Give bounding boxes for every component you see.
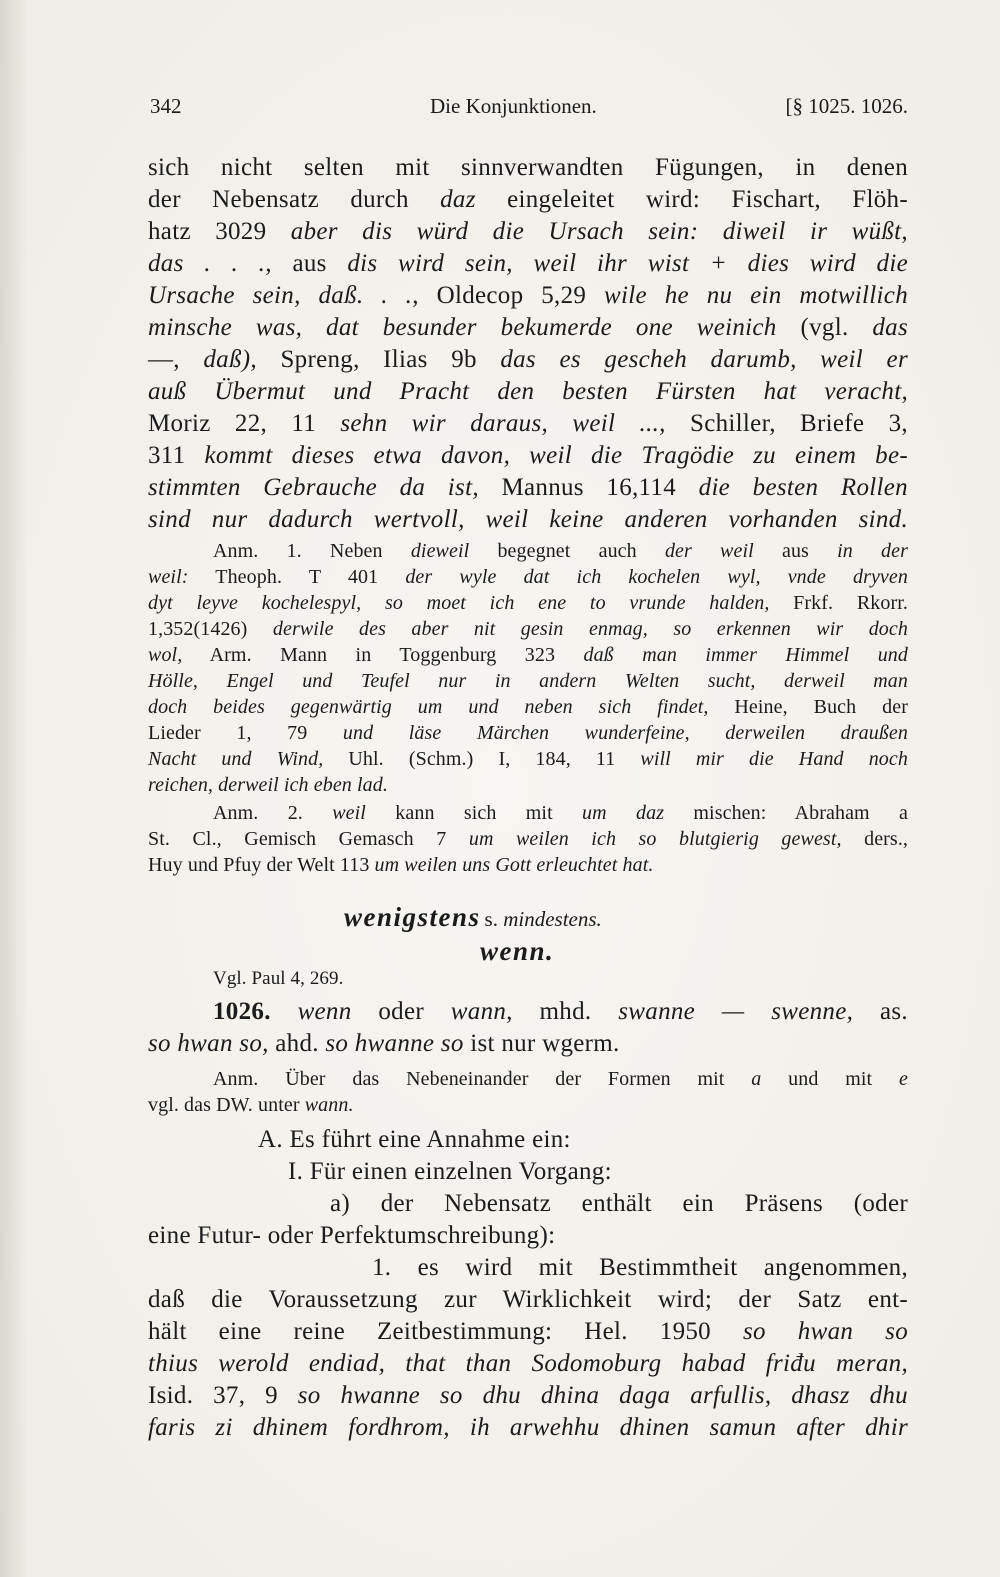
headword-wenn: wenn. [480, 936, 555, 966]
body-line: hatz 3029 aber dis würd die Ursach sein: diweil ir wüßt, [148, 218, 908, 245]
body-line: minsche was, dat besunder bekumerde one weinich (vgl. das [148, 314, 908, 341]
outline-heading-A: A. Es führt eine Annahme ein: [258, 1126, 571, 1153]
note-line: wol, Arm. Mann in Toggenburg 323 daß man immer Himmel und [148, 644, 908, 666]
section-1026-line: so hwan so, ahd. so hwanne so ist nur wgerm. [148, 1030, 620, 1057]
reference-line: Vgl. Paul 4, 269. [213, 968, 344, 989]
note-line: Huy und Pfuy der Welt 113 um weilen uns Gott erleuchtet hat. [148, 854, 654, 876]
page-number: 342 [150, 94, 182, 118]
note-line: Lieder 1, 79 und läse Märchen wunderfeine, derweilen draußen [148, 722, 908, 744]
outline-heading-I: I. Für einen einzelnen Vorgang: [288, 1158, 612, 1185]
body-line: sich nicht selten mit sinnverwandten Fügungen, in denen [148, 154, 908, 181]
body-line: Isid. 37, 9 so hwanne so dhu dhina daga arfullis, dhasz dhu [148, 1382, 908, 1409]
page-edge-shadow [0, 0, 28, 1577]
note-line: Nacht und Wind, Uhl. (Schm.) I, 184, 11 will mir die Hand noch [148, 748, 908, 770]
cross-reference: s. mindestens. [484, 907, 602, 931]
body-line: faris zi dhinem fordhrom, ih arwehhu dhinen samun after dhir [148, 1414, 908, 1441]
headword: wenigstens [344, 902, 481, 932]
body-line: 311 kommt dieses etwa davon, weil die Tragödie zu einem be- [148, 442, 908, 469]
body-line: auß Übermut und Pracht den besten Fürsten hat veracht, [148, 378, 908, 405]
body-line: stimmten Gebrauche da ist, Mannus 16,114 die besten Rollen [148, 474, 908, 501]
note-line: Anm. 1. Neben dieweil begegnet auch der weil aus in der [213, 540, 908, 562]
entry-wenigstens [344, 900, 602, 934]
body-line: —, daß), Spreng, Ilias 9b das es gescheh darumb, weil er [148, 346, 908, 373]
body-line: Ursache sein, daß. . ., Oldecop 5,29 wile he nu ein motwillich [148, 282, 908, 309]
body-line: der Nebensatz durch daz eingeleitet wird: Fischart, Flöh- [148, 186, 908, 213]
body-line: eine Futur- oder Perfektumschreibung): [148, 1222, 556, 1249]
body-line: Moriz 22, 11 sehn wir daraus, weil ..., Schiller, Briefe 3, [148, 410, 908, 437]
note-line: vgl. das DW. unter wann. [148, 1094, 354, 1116]
note-line: reichen, derweil ich eben lad. [148, 774, 388, 796]
body-line: das . . ., aus dis wird sein, weil ihr wist + dies wird die [148, 250, 908, 277]
note-line: Hölle, Engel und Teufel nur in andern Welten sucht, derweil man [148, 670, 908, 692]
body-line: sind nur dadurch wertvoll, weil keine anderen vorhanden sind. [148, 506, 908, 533]
body-line: daß die Voraussetzung zur Wirklichkeit wird; der Satz ent- [148, 1286, 908, 1313]
section-reference: [§ 1025. 1026. [785, 94, 908, 118]
note-line: 1,352(1426) derwile des aber nit gesin enmag, so erkennen wir doch [148, 618, 908, 640]
body-line: hält eine reine Zeitbestimmung: Hel. 1950 so hwan so [148, 1318, 908, 1345]
outline-heading-a: a) der Nebensatz enthält ein Präsens (oder [330, 1190, 908, 1217]
note-line: doch beides gegenwärtig um und neben sich findet, Heine, Buch der [148, 696, 908, 718]
running-header [148, 94, 908, 122]
body-line: thius werold endiad, that than Sodomoburg habad friđu meran, [148, 1350, 908, 1377]
section-number: 1026. [213, 998, 271, 1025]
note-line: Anm. 2. weil kann sich mit um daz mischen: Abraham a [213, 802, 908, 824]
outline-heading-1: 1. es wird mit Bestimmtheit angenommen, [372, 1254, 908, 1281]
running-title: Die Konjunktionen. [430, 94, 597, 118]
note-line: weil: Theoph. T 401 der wyle dat ich kochelen wyl, vnde dryven [148, 566, 908, 588]
note-line: Anm. Über das Nebeneinander der Formen mit a und mit e [213, 1068, 908, 1090]
note-line: dyt leyve kochelespyl, so moet ich ene to vrunde halden, Frkf. Rkorr. [148, 592, 908, 614]
note-line: St. Cl., Gemisch Gemasch 7 um weilen ich so blutgierig gewest, ders., [148, 828, 909, 850]
section-1026-line: 1026. wenn oder wann, mhd. swanne — swenne, as. [213, 998, 908, 1025]
